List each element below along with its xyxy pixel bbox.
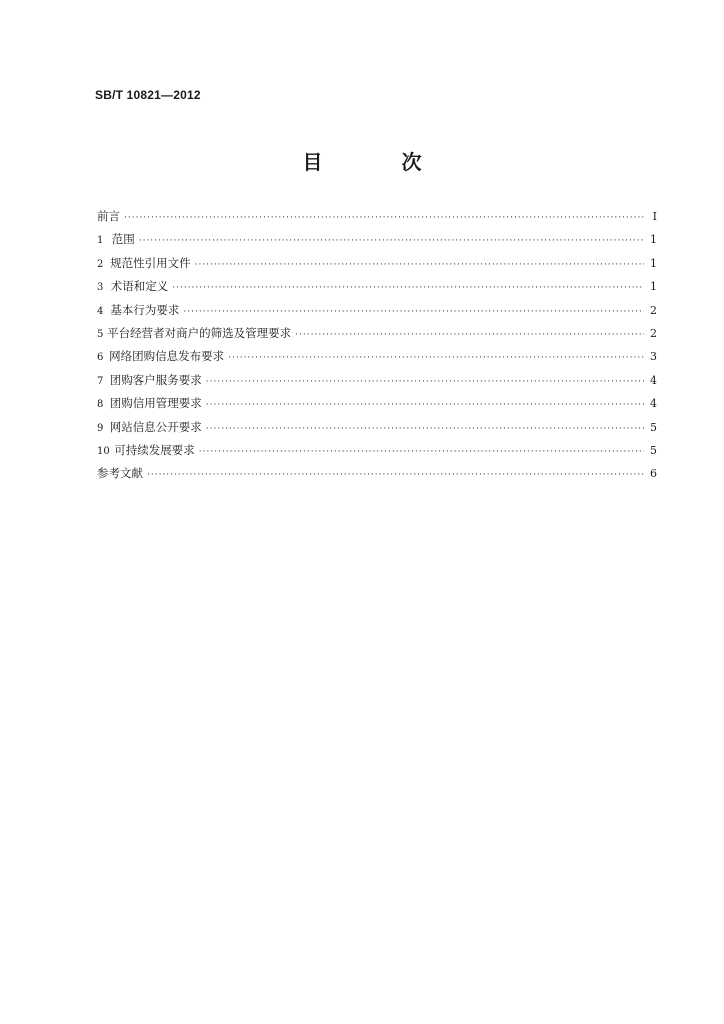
- toc-item-number: 5: [97, 328, 104, 340]
- toc-item-bibliography[interactable]: [97, 462, 657, 485]
- toc-item-terms-definitions[interactable]: [97, 275, 657, 298]
- toc-item-page: 5: [650, 443, 657, 457]
- toc-leader-dots: [295, 324, 644, 347]
- toc-item-page: 4: [650, 373, 657, 387]
- toc-item-page: 2: [650, 326, 657, 340]
- toc-leader-dots: [206, 418, 644, 441]
- toc-item-scope[interactable]: [97, 228, 657, 251]
- toc-leader-dots: [206, 371, 644, 394]
- toc-item-label: 团购客户服务要求: [109, 372, 202, 387]
- toc-leader-dots: [228, 347, 644, 370]
- toc-item-page: 5: [650, 420, 657, 434]
- toc-item-credit-management[interactable]: [97, 392, 657, 415]
- toc-leader-dots: [206, 394, 644, 417]
- toc-leader-dots: [195, 254, 644, 277]
- toc-item-page: 1: [650, 233, 657, 247]
- toc-item-page: 2: [650, 303, 657, 317]
- toc-title: 目 次: [302, 150, 458, 174]
- toc-item-label: 团购信用管理要求: [109, 396, 202, 411]
- toc-item-number: 7: [97, 375, 104, 387]
- toc-item-label: 网站信息公开要求: [109, 419, 202, 434]
- toc-item-label: 基本行为要求: [110, 302, 180, 317]
- toc-item-page: 4: [650, 397, 657, 411]
- toc-item-normative-references[interactable]: [97, 252, 657, 275]
- toc-item-sustainable-development[interactable]: [97, 439, 657, 462]
- toc-leader-dots: [199, 441, 644, 464]
- toc-item-info-disclosure[interactable]: [97, 416, 657, 439]
- toc-item-label: 术语和定义: [110, 279, 169, 294]
- toc-leader-dots: [172, 277, 644, 300]
- toc-item-foreword[interactable]: [97, 205, 657, 228]
- toc-item-page: 1: [650, 280, 657, 294]
- table-of-contents: [97, 205, 657, 486]
- toc-item-label: 参考文献: [97, 466, 143, 481]
- toc-item-number: 8: [97, 399, 104, 411]
- toc-item-label: 前言: [97, 209, 120, 223]
- toc-leader-dots: [124, 207, 644, 230]
- toc-item-number: 3: [97, 282, 104, 294]
- toc-item-page: 3: [650, 350, 657, 364]
- toc-leader-dots: [183, 301, 644, 324]
- toc-item-page: 6: [650, 467, 657, 481]
- toc-item-label: 规范性引用文件: [110, 255, 191, 270]
- toc-item-page: 1: [650, 256, 657, 270]
- toc-item-number: 6: [97, 352, 104, 364]
- toc-item-number: 9: [97, 422, 104, 434]
- toc-item-number: 2: [97, 258, 104, 270]
- toc-item-number: 10: [97, 445, 110, 457]
- toc-item-number: 4: [97, 305, 104, 317]
- toc-leader-dots: [147, 464, 644, 487]
- toc-item-label: 网络团购信息发布要求: [109, 349, 225, 364]
- toc-item-basic-conduct[interactable]: [97, 299, 657, 322]
- toc-item-label: 平台经营者对商户的筛选及管理要求: [107, 325, 292, 340]
- toc-leader-dots: [139, 230, 644, 253]
- toc-item-label: 范围: [111, 232, 135, 247]
- standard-number: SB/T 10821—2012: [95, 88, 201, 102]
- toc-item-info-publishing[interactable]: [97, 345, 657, 368]
- toc-item-number: 1: [97, 235, 104, 247]
- toc-item-customer-service[interactable]: [97, 369, 657, 392]
- toc-item-merchant-screening[interactable]: [97, 322, 657, 345]
- toc-item-page: Ⅰ: [652, 210, 657, 223]
- toc-item-label: 可持续发展要求: [114, 442, 195, 457]
